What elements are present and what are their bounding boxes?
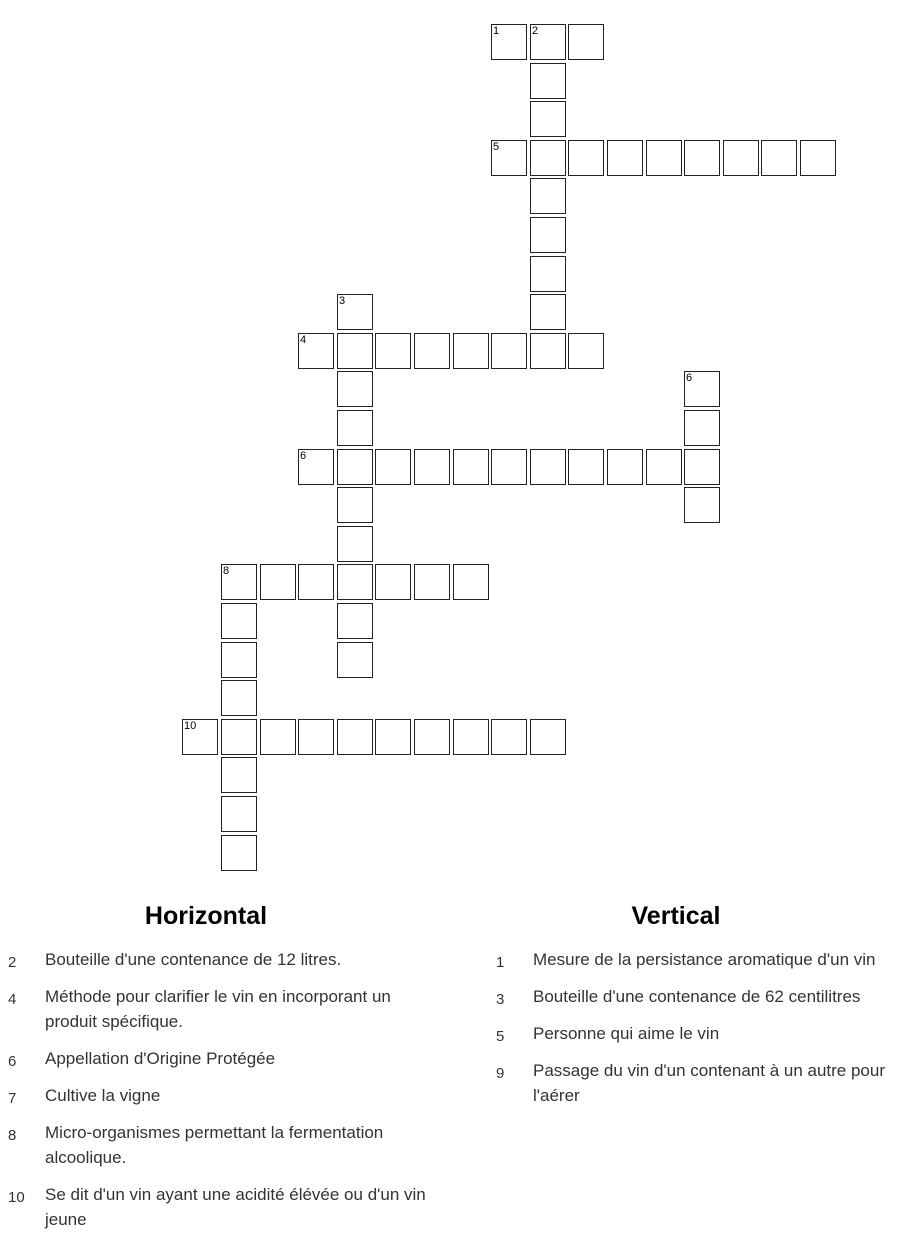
grid-cell[interactable] (260, 719, 296, 755)
grid-cell[interactable] (414, 333, 450, 369)
grid-cell[interactable] (298, 449, 334, 485)
cell-number: 8 (223, 565, 230, 577)
grid-cell[interactable] (298, 719, 334, 755)
grid-cell[interactable] (337, 526, 373, 562)
clue-text: Méthode pour clarifier le vin en incorporant un produit spécifique. (45, 987, 391, 1031)
cell-number: 6 (300, 450, 307, 462)
clue-item (0, 1120, 440, 1170)
grid-cell[interactable] (530, 178, 566, 214)
grid-cell[interactable] (568, 333, 604, 369)
grid-cell[interactable] (684, 140, 720, 176)
clue-text: Bouteille d'une contenance de 62 centilitres (533, 987, 861, 1006)
horizontal-heading: Horizontal (144, 902, 268, 930)
grid-cell[interactable] (530, 333, 566, 369)
clue-number: 10 (8, 1189, 25, 1206)
grid-cell[interactable] (221, 680, 257, 716)
clue-item (0, 1182, 440, 1232)
grid-cell[interactable] (337, 294, 373, 330)
grid-cell[interactable] (530, 140, 566, 176)
vertical-clue-list (488, 947, 902, 1108)
grid-cell[interactable] (684, 487, 720, 523)
clue-text: Mesure de la persistance aromatique d'un vin (533, 950, 876, 969)
clue-number: 1 (496, 954, 505, 971)
grid-cell[interactable] (684, 449, 720, 485)
grid-cell[interactable] (221, 835, 257, 871)
grid-cell[interactable] (684, 410, 720, 446)
clue-number: 4 (8, 991, 17, 1008)
grid-cell[interactable] (723, 140, 759, 176)
grid-cell[interactable] (491, 719, 527, 755)
grid-cell[interactable] (260, 564, 296, 600)
grid-cell[interactable] (491, 333, 527, 369)
grid-cell[interactable] (337, 449, 373, 485)
cell-number: 6 (686, 372, 693, 384)
cell-number: 5 (493, 141, 500, 153)
grid-cell[interactable] (337, 564, 373, 600)
cell-number: 1 (493, 25, 500, 37)
grid-cell[interactable] (221, 564, 257, 600)
clue-item (0, 1046, 440, 1071)
grid-cell[interactable] (453, 719, 489, 755)
clue-item (488, 1058, 902, 1108)
clue-item (0, 984, 440, 1034)
grid-cell[interactable] (530, 256, 566, 292)
clue-text: Cultive la vigne (45, 1086, 161, 1105)
horizontal-clues (0, 897, 440, 1232)
clue-text: Se dit d'un vin ayant une acidité élévée ou d'un vin jeune (45, 1185, 426, 1229)
grid-cell[interactable] (530, 719, 566, 755)
grid-cell[interactable] (530, 101, 566, 137)
horizontal-clue-list (0, 947, 440, 1232)
clue-number: 6 (8, 1053, 17, 1070)
vertical-heading: Vertical (631, 902, 721, 930)
vertical-clues (488, 897, 902, 1108)
grid-cell[interactable] (337, 333, 373, 369)
clue-text: Micro-organismes permettant la fermentation alcoolique. (45, 1123, 384, 1167)
grid-cell[interactable] (568, 24, 604, 60)
grid-cell[interactable] (684, 371, 720, 407)
grid-cell[interactable] (221, 796, 257, 832)
grid-cell[interactable] (337, 487, 373, 523)
grid-cell[interactable] (337, 410, 373, 446)
grid-cell[interactable] (453, 564, 489, 600)
clue-number: 7 (8, 1090, 17, 1107)
grid-cell[interactable] (375, 564, 411, 600)
grid-cell[interactable] (491, 140, 527, 176)
grid-cell[interactable] (800, 140, 836, 176)
grid-cell[interactable] (646, 140, 682, 176)
grid-cell[interactable] (298, 333, 334, 369)
clue-text: Passage du vin d'un contenant à un autre pour l'aérer (533, 1061, 886, 1105)
clue-item (488, 984, 902, 1009)
clue-number: 2 (8, 954, 17, 971)
grid-cell[interactable] (453, 449, 489, 485)
grid-cell[interactable] (414, 719, 450, 755)
grid-cell[interactable] (221, 719, 257, 755)
grid-cell[interactable] (221, 603, 257, 639)
grid-cell[interactable] (414, 449, 450, 485)
grid-cell[interactable] (530, 294, 566, 330)
grid-cell[interactable] (337, 603, 373, 639)
grid-cell[interactable] (607, 449, 643, 485)
grid-cell[interactable] (761, 140, 797, 176)
grid-cell[interactable] (337, 642, 373, 678)
grid-cell[interactable] (530, 24, 566, 60)
grid-cell[interactable] (337, 719, 373, 755)
grid-cell[interactable] (375, 719, 411, 755)
grid-cell[interactable] (375, 449, 411, 485)
grid-cell[interactable] (607, 140, 643, 176)
cell-number: 4 (300, 334, 307, 346)
grid-cell[interactable] (568, 140, 604, 176)
cell-number: 3 (339, 295, 346, 307)
clue-text: Bouteille d'une contenance de 12 litres. (45, 950, 342, 969)
clue-number: 3 (496, 991, 505, 1008)
clue-item (488, 947, 902, 972)
grid-cell[interactable] (646, 449, 682, 485)
grid-cell[interactable] (530, 449, 566, 485)
clue-text: Appellation d'Origine Protégée (45, 1049, 276, 1068)
clue-item (0, 1083, 440, 1108)
grid-cell[interactable] (530, 217, 566, 253)
cell-number: 2 (532, 25, 539, 37)
clue-number: 5 (496, 1028, 505, 1045)
clue-number: 8 (8, 1127, 17, 1144)
grid-cell[interactable] (182, 719, 218, 755)
grid-cell[interactable] (568, 449, 604, 485)
grid-cell[interactable] (530, 63, 566, 99)
clue-item (488, 1021, 902, 1046)
grid-cell[interactable] (221, 757, 257, 793)
grid-cell[interactable] (453, 333, 489, 369)
clue-number: 9 (496, 1065, 505, 1082)
clue-item (0, 947, 440, 972)
grid-cell[interactable] (414, 564, 450, 600)
grid-cell[interactable] (491, 24, 527, 60)
grid-cell[interactable] (221, 642, 257, 678)
clue-text: Personne qui aime le vin (533, 1024, 720, 1043)
grid-cell[interactable] (375, 333, 411, 369)
grid-cell[interactable] (298, 564, 334, 600)
grid-cell[interactable] (491, 449, 527, 485)
cell-number: 10 (184, 720, 197, 732)
grid-cell[interactable] (337, 371, 373, 407)
